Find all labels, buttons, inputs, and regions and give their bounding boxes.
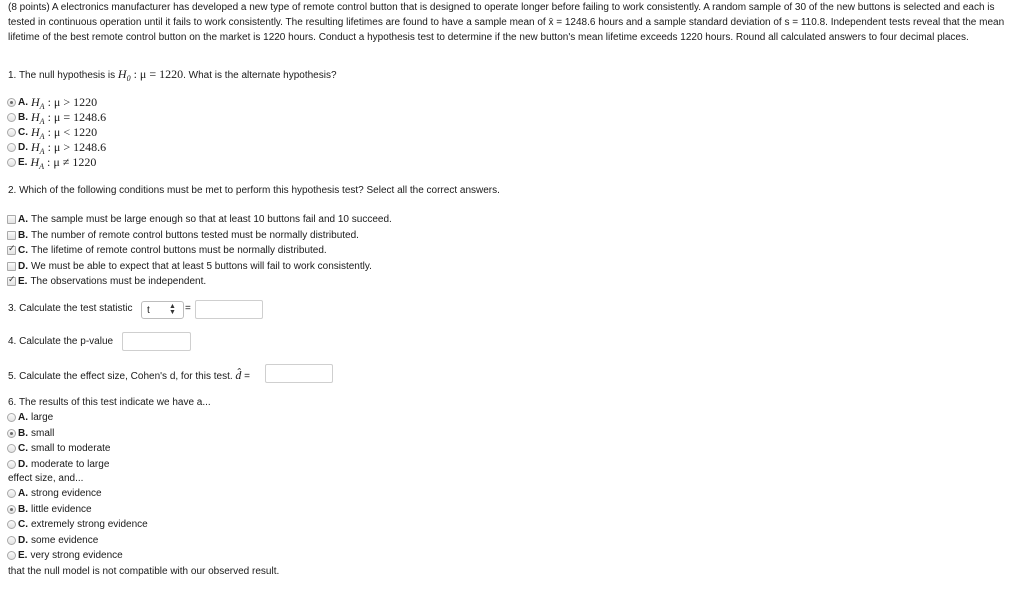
q1-option-e[interactable]: E. $H_A$ : μ ≠ 1220 <box>7 155 106 170</box>
q3-prompt: 3. Calculate the test statistic <box>8 303 133 314</box>
checkbox[interactable] <box>7 246 16 255</box>
radio-button[interactable] <box>7 489 16 498</box>
q1-option-c[interactable]: C. $H_A$ : μ < 1220 <box>7 125 106 140</box>
radio-button[interactable] <box>7 413 16 422</box>
test-statistic-select[interactable] <box>141 301 184 319</box>
q1-prompt <box>8 67 337 83</box>
checkbox[interactable] <box>7 215 16 224</box>
q1-options <box>7 95 106 170</box>
select-value: t <box>147 304 150 316</box>
q6-evidence-option-a[interactable]: A. strong evidence <box>7 486 148 502</box>
q6-size-option-a[interactable]: A. large <box>7 410 110 426</box>
q1-null-hypothesis: $H_0$ : μ = 1220 <box>117 67 184 83</box>
radio-button[interactable] <box>7 143 16 152</box>
d-hat-symbol: d̂ <box>235 368 242 382</box>
q1-option-a[interactable]: A. $H_A$ : μ > 1220 <box>7 95 106 110</box>
radio-button[interactable] <box>7 505 16 514</box>
q1-suffix: . What is the alternate hypothesis? <box>183 70 337 81</box>
radio-button[interactable] <box>7 98 16 107</box>
radio-button[interactable] <box>7 460 16 469</box>
q6-mid-text: effect size, and... <box>8 473 84 484</box>
checkbox[interactable] <box>7 231 16 240</box>
q6-evidence-option-d[interactable]: D. some evidence <box>7 533 148 549</box>
q6-size-option-b[interactable]: B. small <box>7 426 110 442</box>
q6-size-options <box>7 410 110 472</box>
q6-size-option-d[interactable]: D. moderate to large <box>7 457 110 473</box>
checkbox[interactable] <box>7 262 16 271</box>
q1-prefix: 1. The null hypothesis is <box>8 70 118 81</box>
q2-option-d[interactable]: D. We must be able to expect that at least 5 buttons will fail to work consistently. <box>7 259 392 275</box>
radio-button[interactable] <box>7 429 16 438</box>
q1-option-d[interactable]: D. $H_A$ : μ > 1248.6 <box>7 140 106 155</box>
radio-button[interactable] <box>7 520 16 529</box>
q6-evidence-option-e[interactable]: E. very strong evidence <box>7 548 148 564</box>
checkbox[interactable] <box>7 277 16 286</box>
q6-evidence-options <box>7 486 148 564</box>
radio-button[interactable] <box>7 128 16 137</box>
q2-option-b[interactable]: B. The number of remote control buttons tested must be normally distributed. <box>7 228 392 244</box>
q2-option-c[interactable]: ✓ C. The lifetime of remote control buttons must be normally distributed. <box>7 243 392 259</box>
q3-equals: = <box>185 303 191 314</box>
q5-prompt: 5. Calculate the effect size, Cohen's d, for this test. d̂ = <box>8 368 251 382</box>
radio-button[interactable] <box>7 113 16 122</box>
q2-option-e[interactable]: ✓ E. The observations must be independent. <box>7 274 392 290</box>
q6-evidence-option-c[interactable]: C. extremely strong evidence <box>7 517 148 533</box>
q6-prompt: 6. The results of this test indicate we have a... <box>8 397 211 408</box>
test-statistic-input[interactable] <box>195 300 263 319</box>
radio-button[interactable] <box>7 551 16 560</box>
q1-option-b[interactable]: B. $H_A$ : μ = 1248.6 <box>7 110 106 125</box>
p-value-input[interactable] <box>122 332 191 351</box>
q2-options <box>7 212 392 290</box>
radio-button[interactable] <box>7 158 16 167</box>
effect-size-input[interactable] <box>265 364 333 383</box>
problem-statement: (8 points) A electronics manufacturer has developed a new type of remote control button that is designed to operate longer before failing to work consistently. A random sample of 30 of the new buttons is selected and each is tested in continuous operation until it fails to work consistently. The resulting lifetimes are found to have a sample mean of x̄ = 1248.6 hours and a sample standard deviation of s = 110.8. Independent tests reveal that the mean lifetime of the best remote control button on the market is 1220 hours. Conduct a hypothesis test to determine if the new button's mean lifetime exceeds 1220 hours. Round all calculated answers to four decimal places. <box>8 2 1005 43</box>
select-arrows-icon: ▲ ▼ <box>169 303 176 316</box>
q6-end-text: that the null model is not compatible with our observed result. <box>8 566 280 577</box>
radio-button[interactable] <box>7 536 16 545</box>
q2-option-a[interactable]: A. The sample must be large enough so that at least 10 buttons fail and 10 succeed. <box>7 212 392 228</box>
q2-prompt: 2. Which of the following conditions must be met to perform this hypothesis test? Select all the correct answers. <box>8 185 500 196</box>
radio-button[interactable] <box>7 444 16 453</box>
q6-size-option-c[interactable]: C. small to moderate <box>7 441 110 457</box>
q6-evidence-option-b[interactable]: B. little evidence <box>7 502 148 518</box>
q4-prompt: 4. Calculate the p-value <box>8 336 114 347</box>
